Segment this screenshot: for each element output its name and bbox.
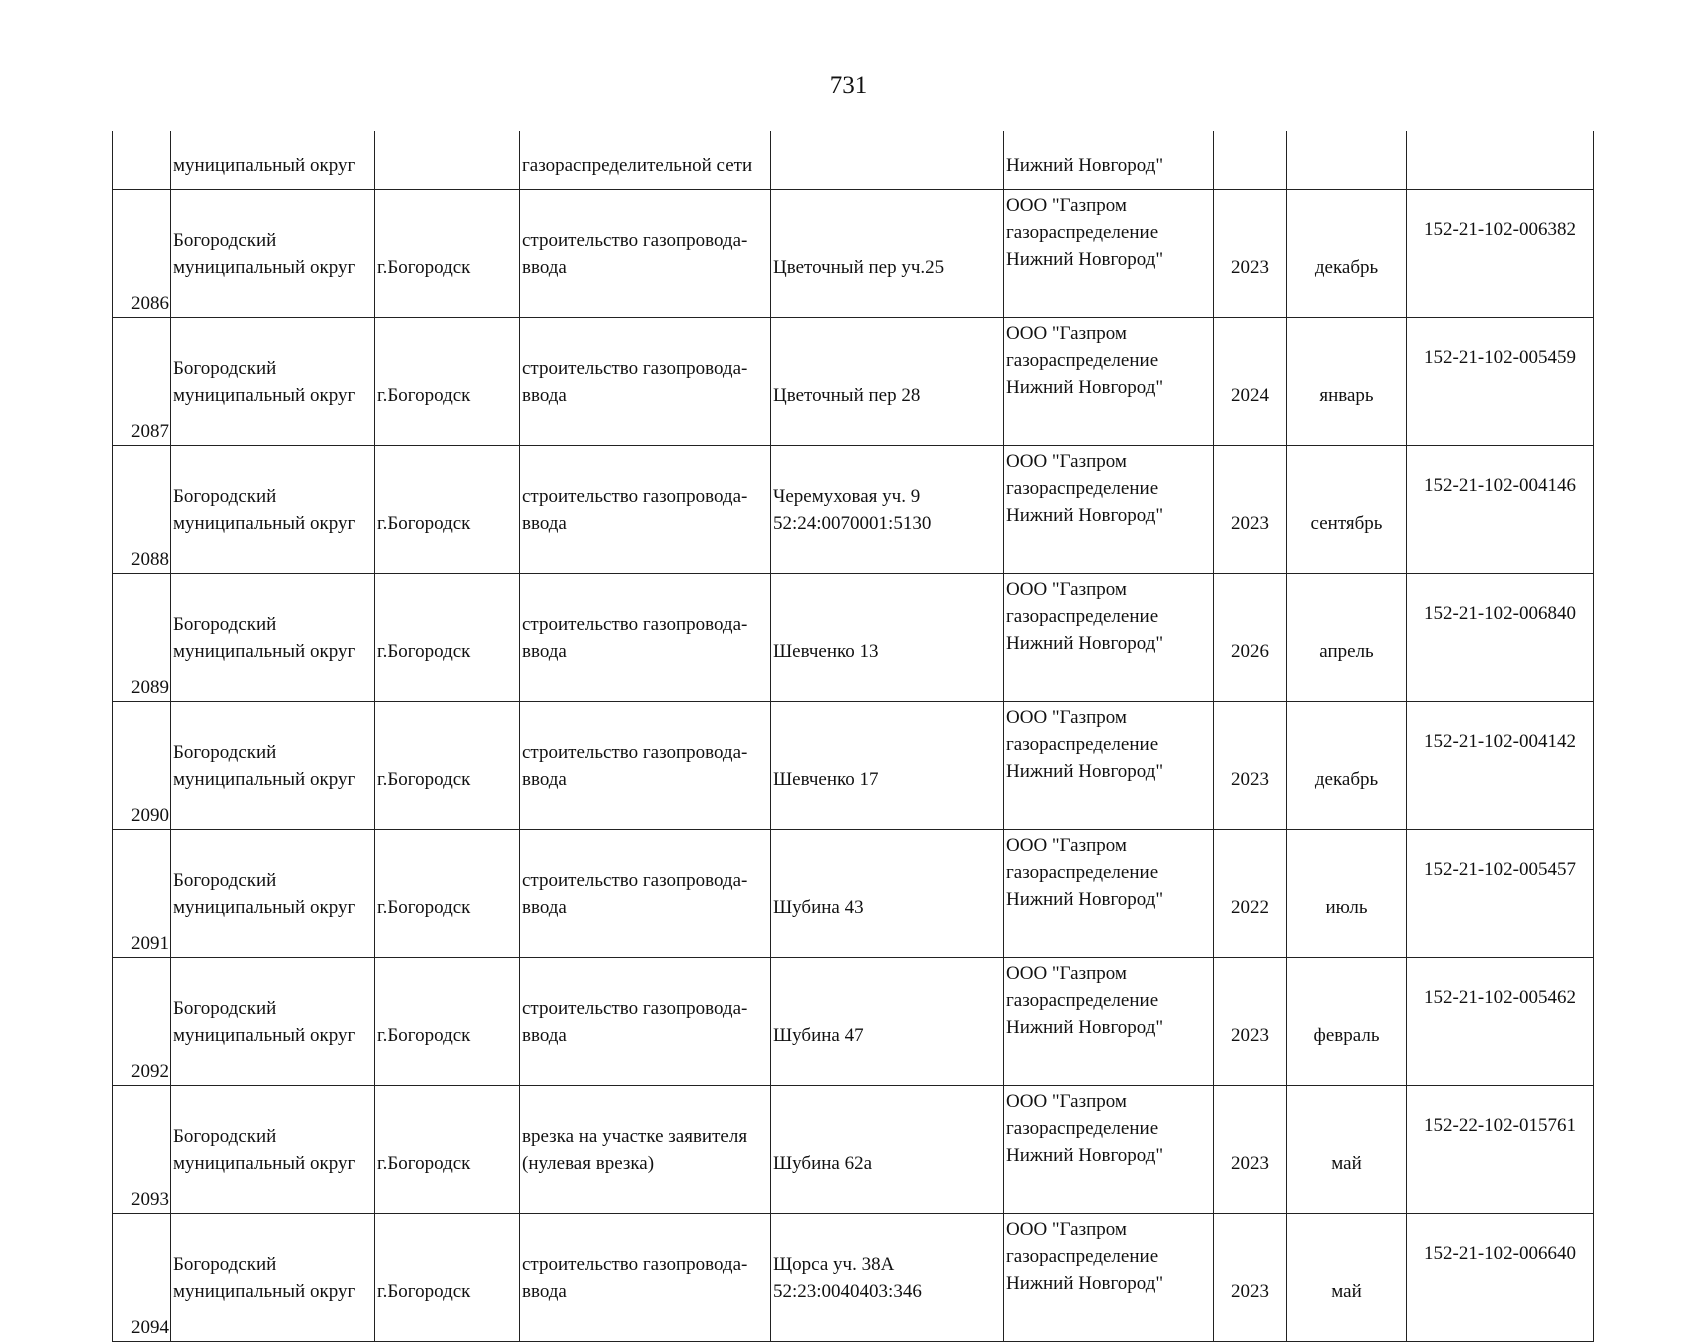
work-cell: строительство газопровода- ввода [520,318,771,446]
address-cell: Шубина 62а [771,1086,1004,1214]
year-cell: 2023 [1214,1086,1287,1214]
address-cell: Шубина 43 [771,830,1004,958]
table-row [113,446,1594,574]
code-cell: 152-21-102-004146 [1407,446,1594,574]
work-cell: строительство газопровода- ввода [520,1214,771,1342]
month-cell: май [1287,1214,1407,1342]
row-number: 2092 [113,958,171,1086]
city-cell: г.Богородск [375,958,520,1086]
address-cell: Черемуховая уч. 9 52:24:0070001:5130 [771,446,1004,574]
city-cell: г.Богородск [375,1214,520,1342]
year-cell: 2024 [1214,318,1287,446]
district-cell: Богородский муниципальный округ [171,574,375,702]
org-cell: ООО "Газпром газораспределение Нижний Новгород" [1004,1086,1214,1214]
row-number: 2088 [113,446,171,574]
year-cell: 2026 [1214,574,1287,702]
row-number: 2090 [113,702,171,830]
month-cell: январь [1287,318,1407,446]
year-cell: 2023 [1214,702,1287,830]
code-cell: 152-21-102-005459 [1407,318,1594,446]
year-cell: 2023 [1214,446,1287,574]
address-cell: Шевченко 13 [771,574,1004,702]
city-cell: г.Богородск [375,574,520,702]
city-cell: г.Богородск [375,446,520,574]
address-cell: Шевченко 17 [771,702,1004,830]
city-cell: г.Богородск [375,1086,520,1214]
num-cell [113,131,171,190]
row-number: 2094 [113,1214,171,1342]
row-number: 2087 [113,318,171,446]
month-cell: май [1287,1086,1407,1214]
month-cell: июль [1287,830,1407,958]
org-cell: ООО "Газпром газораспределение Нижний Новгород" [1004,1214,1214,1342]
table-row [113,702,1594,830]
work-cell: строительство газопровода- ввода [520,702,771,830]
work-cell: строительство газопровода- ввода [520,574,771,702]
year-cell: 2023 [1214,958,1287,1086]
address-cell: Шубина 47 [771,958,1004,1086]
org-cell: ООО "Газпром газораспределение Нижний Новгород" [1004,318,1214,446]
year-cell: 2023 [1214,190,1287,318]
org-cell: ООО "Газпром газораспределение Нижний Новгород" [1004,190,1214,318]
org-cell: ООО "Газпром газораспределение Нижний Новгород" [1004,958,1214,1086]
org-cell: ООО "Газпром газораспределение Нижний Новгород" [1004,830,1214,958]
work-cell: газораспределительной сети [520,131,771,190]
code-cell: 152-21-102-004142 [1407,702,1594,830]
org-cell: ООО "Газпром газораспределение Нижний Новгород" [1004,446,1214,574]
work-cell: строительство газопровода- ввода [520,190,771,318]
city-cell: г.Богородск [375,702,520,830]
district-cell: Богородский муниципальный округ [171,446,375,574]
code-cell: 152-22-102-015761 [1407,1086,1594,1214]
row-number: 2091 [113,830,171,958]
work-cell: строительство газопровода- ввода [520,446,771,574]
district-cell: Богородский муниципальный округ [171,1086,375,1214]
code-cell: 152-21-102-006382 [1407,190,1594,318]
address-cell: Щорса уч. 38А 52:23:0040403:346 [771,1214,1004,1342]
address-cell: Цветочный пер 28 [771,318,1004,446]
work-cell: врезка на участке заявителя (нулевая врезка) [520,1086,771,1214]
city-cell [375,131,520,190]
org-cell: ООО "Газпром газораспределение Нижний Новгород" [1004,702,1214,830]
page-number: 731 [829,72,868,99]
month-cell: сентябрь [1287,446,1407,574]
table-row [113,318,1594,446]
table-row [113,830,1594,958]
table-row [113,1086,1594,1214]
org-cell: ООО "Газпром газораспределение Нижний Новгород" [1004,574,1214,702]
year-cell: 2022 [1214,830,1287,958]
city-cell: г.Богородск [375,190,520,318]
address-cell [771,131,1004,190]
month-cell [1287,131,1407,190]
code-cell [1407,131,1594,190]
code-cell: 152-21-102-005462 [1407,958,1594,1086]
district-cell: Богородский муниципальный округ [171,958,375,1086]
month-cell: апрель [1287,574,1407,702]
month-cell: декабрь [1287,190,1407,318]
continued-row [113,131,1594,190]
month-cell: декабрь [1287,702,1407,830]
table-row [113,574,1594,702]
gas-connection-table [112,131,1594,1342]
year-cell: 2023 [1214,1214,1287,1342]
city-cell: г.Богородск [375,318,520,446]
row-number: 2089 [113,574,171,702]
city-cell: г.Богородск [375,830,520,958]
code-cell: 152-21-102-006840 [1407,574,1594,702]
district-cell: Богородский муниципальный округ [171,318,375,446]
table-row [113,1214,1594,1342]
code-cell: 152-21-102-006640 [1407,1214,1594,1342]
month-cell: февраль [1287,958,1407,1086]
district-cell: Богородский муниципальный округ [171,190,375,318]
table-row [113,190,1594,318]
district-cell: Богородский муниципальный округ [171,1214,375,1342]
code-cell: 152-21-102-005457 [1407,830,1594,958]
district-cell: Богородский муниципальный округ [171,702,375,830]
table-row [113,958,1594,1086]
work-cell: строительство газопровода- ввода [520,958,771,1086]
address-cell: Цветочный пер уч.25 [771,190,1004,318]
org-cell: Нижний Новгород" [1004,131,1214,190]
year-cell [1214,131,1287,190]
row-number: 2086 [113,190,171,318]
work-cell: строительство газопровода- ввода [520,830,771,958]
district-cell: муниципальный округ [171,131,375,190]
district-cell: Богородский муниципальный округ [171,830,375,958]
row-number: 2093 [113,1086,171,1214]
